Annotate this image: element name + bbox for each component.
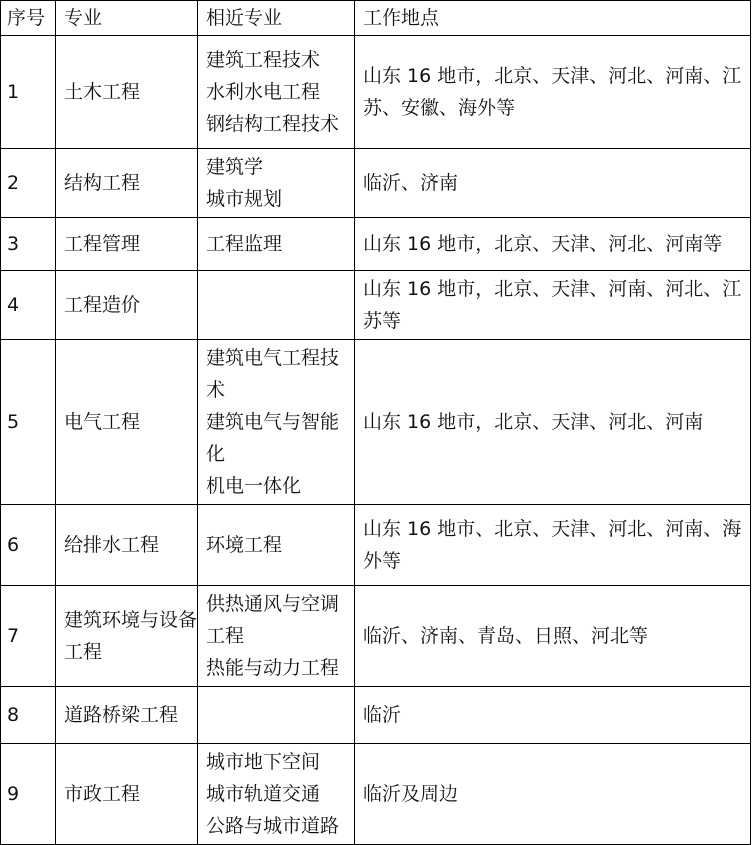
row-major: 道路桥梁工程 <box>56 687 198 744</box>
row-no: 2 <box>1 149 56 218</box>
row-major: 工程造价 <box>56 271 198 340</box>
table-row <box>1 36 751 149</box>
row-major: 电气工程 <box>56 340 198 505</box>
related-item: 建筑电气与智能化 <box>206 411 340 465</box>
row-related <box>198 149 355 218</box>
table-row <box>1 340 751 505</box>
related-item: 供热通风与空调工程 <box>206 593 340 647</box>
row-location: 山东 16 地市，北京、天津、河北、河南 <box>355 340 751 505</box>
row-related <box>198 744 355 845</box>
row-location: 临沂、济南 <box>355 149 751 218</box>
header-location: 工作地点 <box>355 1 751 36</box>
table-row <box>1 505 751 586</box>
row-related <box>198 271 355 340</box>
row-location: 山东 16 地市，北京、天津、河北、河南、江苏、安徽、海外等 <box>355 36 751 149</box>
row-major: 土木工程 <box>56 36 198 149</box>
row-no: 5 <box>1 340 56 505</box>
table-row <box>1 744 751 845</box>
related-item: 城市地下空间 <box>206 751 321 773</box>
row-major: 给排水工程 <box>56 505 198 586</box>
related-item: 城市规划 <box>206 188 283 210</box>
related-item: 城市轨道交通 <box>206 783 321 805</box>
row-major: 建筑环境与设备工程 <box>56 586 198 687</box>
row-location: 山东 16 地市，北京、天津、河北、河南等 <box>355 218 751 271</box>
header-major: 专业 <box>56 1 198 36</box>
row-related <box>198 586 355 687</box>
row-related <box>198 36 355 149</box>
row-major: 结构工程 <box>56 149 198 218</box>
row-no: 3 <box>1 218 56 271</box>
related-item: 公路与城市道路 <box>206 815 340 837</box>
row-related <box>198 218 355 271</box>
row-related <box>198 687 355 744</box>
row-no: 9 <box>1 744 56 845</box>
header-no: 序号 <box>1 1 56 36</box>
table-row <box>1 218 751 271</box>
table-row <box>1 149 751 218</box>
related-item: 钢结构工程技术 <box>206 113 340 135</box>
related-item: 建筑电气工程技术 <box>206 347 340 401</box>
row-no: 7 <box>1 586 56 687</box>
related-item: 热能与动力工程 <box>206 657 340 679</box>
header-row <box>1 1 751 36</box>
related-item: 环境工程 <box>206 534 283 556</box>
row-no: 1 <box>1 36 56 149</box>
header-related: 相近专业 <box>198 1 355 36</box>
related-item: 建筑工程技术 <box>206 49 321 71</box>
row-no: 6 <box>1 505 56 586</box>
row-major: 工程管理 <box>56 218 198 271</box>
row-related <box>198 505 355 586</box>
row-major: 市政工程 <box>56 744 198 845</box>
row-no: 4 <box>1 271 56 340</box>
table-row <box>1 586 751 687</box>
row-location: 临沂、济南、青岛、日照、河北等 <box>355 586 751 687</box>
row-no: 8 <box>1 687 56 744</box>
table-row <box>1 687 751 744</box>
related-item: 机电一体化 <box>206 475 302 497</box>
related-item: 水利水电工程 <box>206 81 321 103</box>
row-location: 临沂 <box>355 687 751 744</box>
row-location: 山东 16 地市、北京、天津、河北、河南、海外等 <box>355 505 751 586</box>
row-related <box>198 340 355 505</box>
related-item: 工程监理 <box>206 233 283 255</box>
table-row <box>1 271 751 340</box>
row-location: 临沂及周边 <box>355 744 751 845</box>
row-location: 山东 16 地市，北京、天津、河南、河北、江苏等 <box>355 271 751 340</box>
related-item: 建筑学 <box>206 156 264 178</box>
